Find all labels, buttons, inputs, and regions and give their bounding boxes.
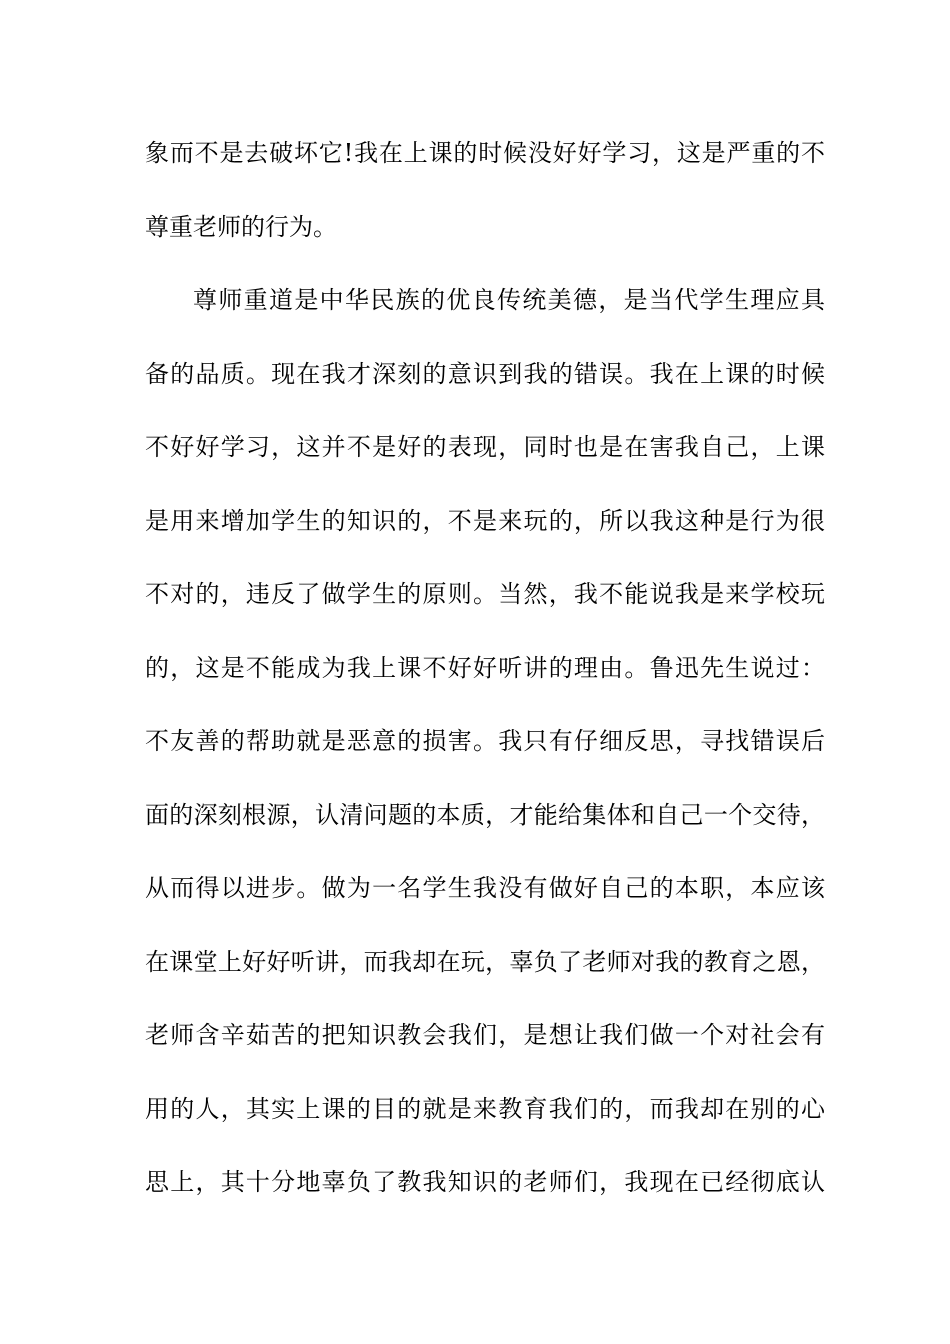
text-line: 不对的，违反了做学生的原则。当然，我不能说我是来学校玩 [145,580,825,608]
text-line: 尊师重道是中华民族的优良传统美德，是当代学生理应具 [193,286,825,314]
text-line: 用的人，其实上课的目的就是来教育我们的，而我却在别的心 [145,1094,825,1123]
text-line: 面的深刻根源，认清问题的本质，才能给集体和自己一个交待， [145,800,825,829]
text-line: 尊重老师的行为。 [145,212,337,241]
text-line: 在课堂上好好听讲，而我却在玩，辜负了老师对我的教育之恩， [145,947,825,976]
text-line: 老师含辛茹苦的把知识教会我们，是想让我们做一个对社会有 [145,1021,825,1049]
text-line: 的，这是不能成为我上课不好好听讲的理由。鲁迅先生说过： [145,653,825,682]
text-line: 不友善的帮助就是恶意的损害。我只有仔细反思，寻找错误后 [145,727,825,755]
text-line: 从而得以进步。做为一名学生我没有做好自己的本职，本应该 [145,874,825,902]
text-line: 不好好学习，这并不是好的表现，同时也是在害我自己，上课 [145,433,825,461]
text-line: 备的品质。现在我才深刻的意识到我的错误。我在上课的时候 [145,359,825,388]
text-line: 思上，其十分地辜负了教我知识的老师们，我现在已经彻底认 [145,1168,825,1196]
text-line: 象而不是去破坏它!我在上课的时候没好好学习，这是严重的不 [145,139,825,167]
text-line: 是用来增加学生的知识的，不是来玩的，所以我这种是行为很 [145,506,825,535]
body-text [145,130,825,1233]
